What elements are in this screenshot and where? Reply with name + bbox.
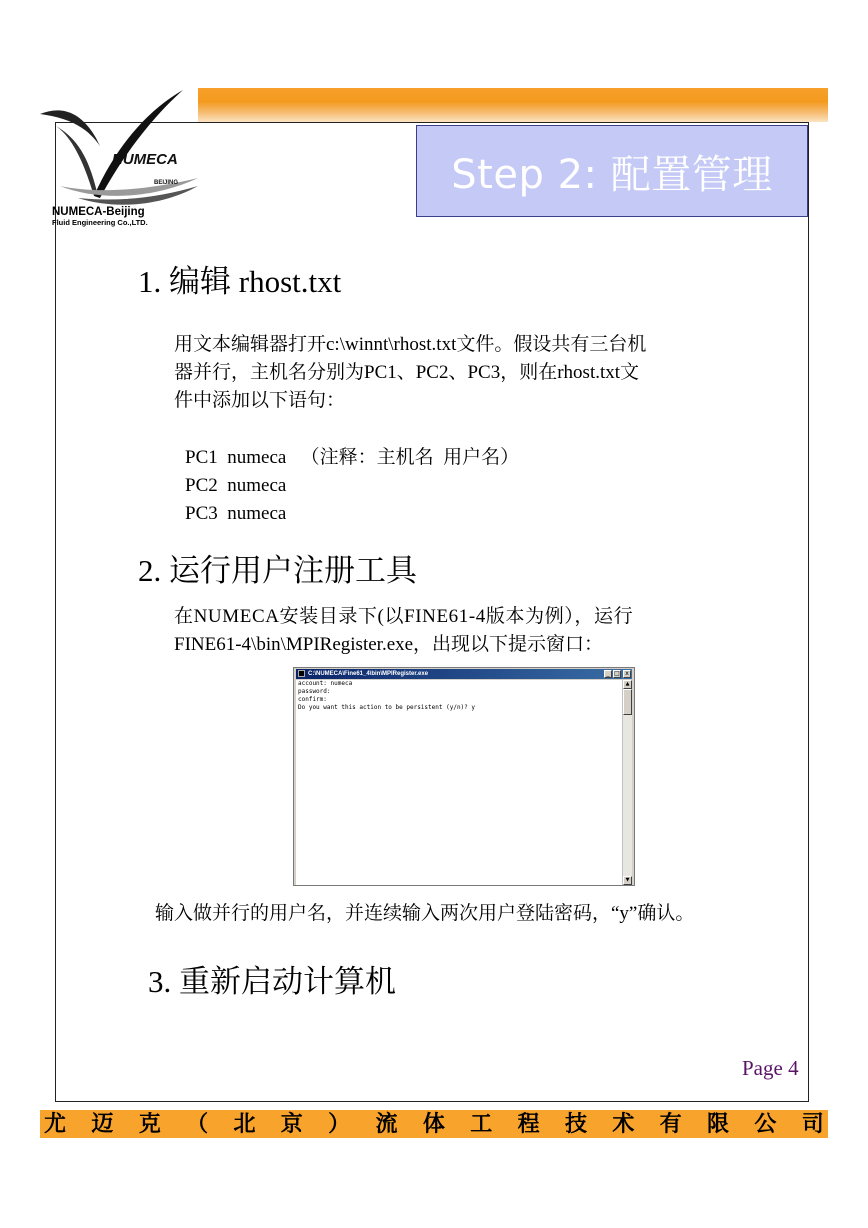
minimize-button[interactable]: _: [604, 670, 612, 678]
console-output: [296, 680, 622, 885]
page-number: Page 4: [742, 1056, 799, 1080]
footer-char: 北: [233, 1111, 256, 1137]
page-title: Step 2: 配置管理: [451, 151, 773, 198]
console-app-icon: [298, 670, 305, 677]
footer-char: 术: [612, 1111, 635, 1137]
footer-char: 有: [659, 1111, 682, 1137]
footer-char: ）: [328, 1111, 351, 1137]
section2-line-1: 在NUMECA安装目录下(以FINE61-4版本为例），运行: [174, 606, 634, 627]
console-line: account: numeca: [298, 680, 353, 687]
footer-char: 流: [375, 1111, 398, 1137]
section1-line-3: 件中添加以下语句：: [174, 390, 346, 411]
svg-text:NUMECA: NUMECA: [112, 151, 178, 168]
footer-band: [40, 1110, 828, 1138]
scroll-down-icon[interactable]: ▼: [623, 876, 632, 885]
company-name: NUMECA-Beijing: [52, 206, 145, 218]
footer-char: 工: [470, 1111, 493, 1137]
svg-text:BEIJING: BEIJING: [154, 180, 179, 186]
section3-heading: 3. 重新启动计算机: [148, 964, 396, 999]
footer-char: 体: [422, 1111, 445, 1137]
scroll-thumb[interactable]: [623, 689, 632, 715]
company-subtitle: Fluid Engineering Co.,LTD.: [52, 218, 148, 227]
code-line-3: PC3 numeca: [185, 503, 287, 524]
code-line-1: PC1 numeca （注释：主机名 用户名）: [185, 447, 520, 468]
code-line-2: PC2 numeca: [185, 475, 287, 496]
footer-char: 限: [707, 1111, 730, 1137]
section1-line-2: 器并行，主机名分别为PC1、PC2、PC3，则在rhost.txt文: [174, 362, 640, 383]
section2-line-2: FINE61-4\bin\MPIRegister.exe，出现以下提示窗口：: [174, 634, 604, 655]
section2-heading: 2. 运行用户注册工具: [138, 553, 417, 588]
footer-char: 迈: [91, 1111, 114, 1137]
footer-char: 京: [280, 1111, 303, 1137]
console-line: password:: [298, 688, 331, 695]
section2-note: 输入做并行的用户名，并连续输入两次用户登陆密码，“y”确认。: [155, 903, 695, 924]
footer-char: 公: [754, 1111, 777, 1137]
section1-line-1: 用文本编辑器打开c:\winnt\rhost.txt文件。假设共有三台机: [174, 334, 647, 355]
footer-char: （: [186, 1111, 209, 1137]
console-window: [293, 667, 635, 886]
maximize-button[interactable]: □: [614, 670, 620, 677]
scroll-up-icon[interactable]: ▲: [623, 680, 632, 689]
console-line: confirm:: [298, 696, 327, 703]
console-scrollbar[interactable]: [622, 680, 632, 885]
close-button[interactable]: x: [623, 670, 631, 678]
title-box: [416, 125, 808, 217]
console-line: Do you want this action to be persistent (y/n)? y: [298, 704, 476, 711]
footer-char: 程: [517, 1111, 540, 1137]
console-titlebar: [296, 669, 632, 679]
footer-char: 尤: [44, 1111, 67, 1137]
footer-char: 技: [564, 1111, 587, 1137]
header-band: [198, 88, 828, 122]
footer-char: 司: [801, 1111, 824, 1137]
section1-heading: 1. 编辑 rhost.txt: [138, 264, 342, 299]
footer-char: 克: [138, 1111, 161, 1137]
console-title: C:\NUMECA\Fine61_4\bin\MPIRegister.exe: [308, 671, 429, 677]
